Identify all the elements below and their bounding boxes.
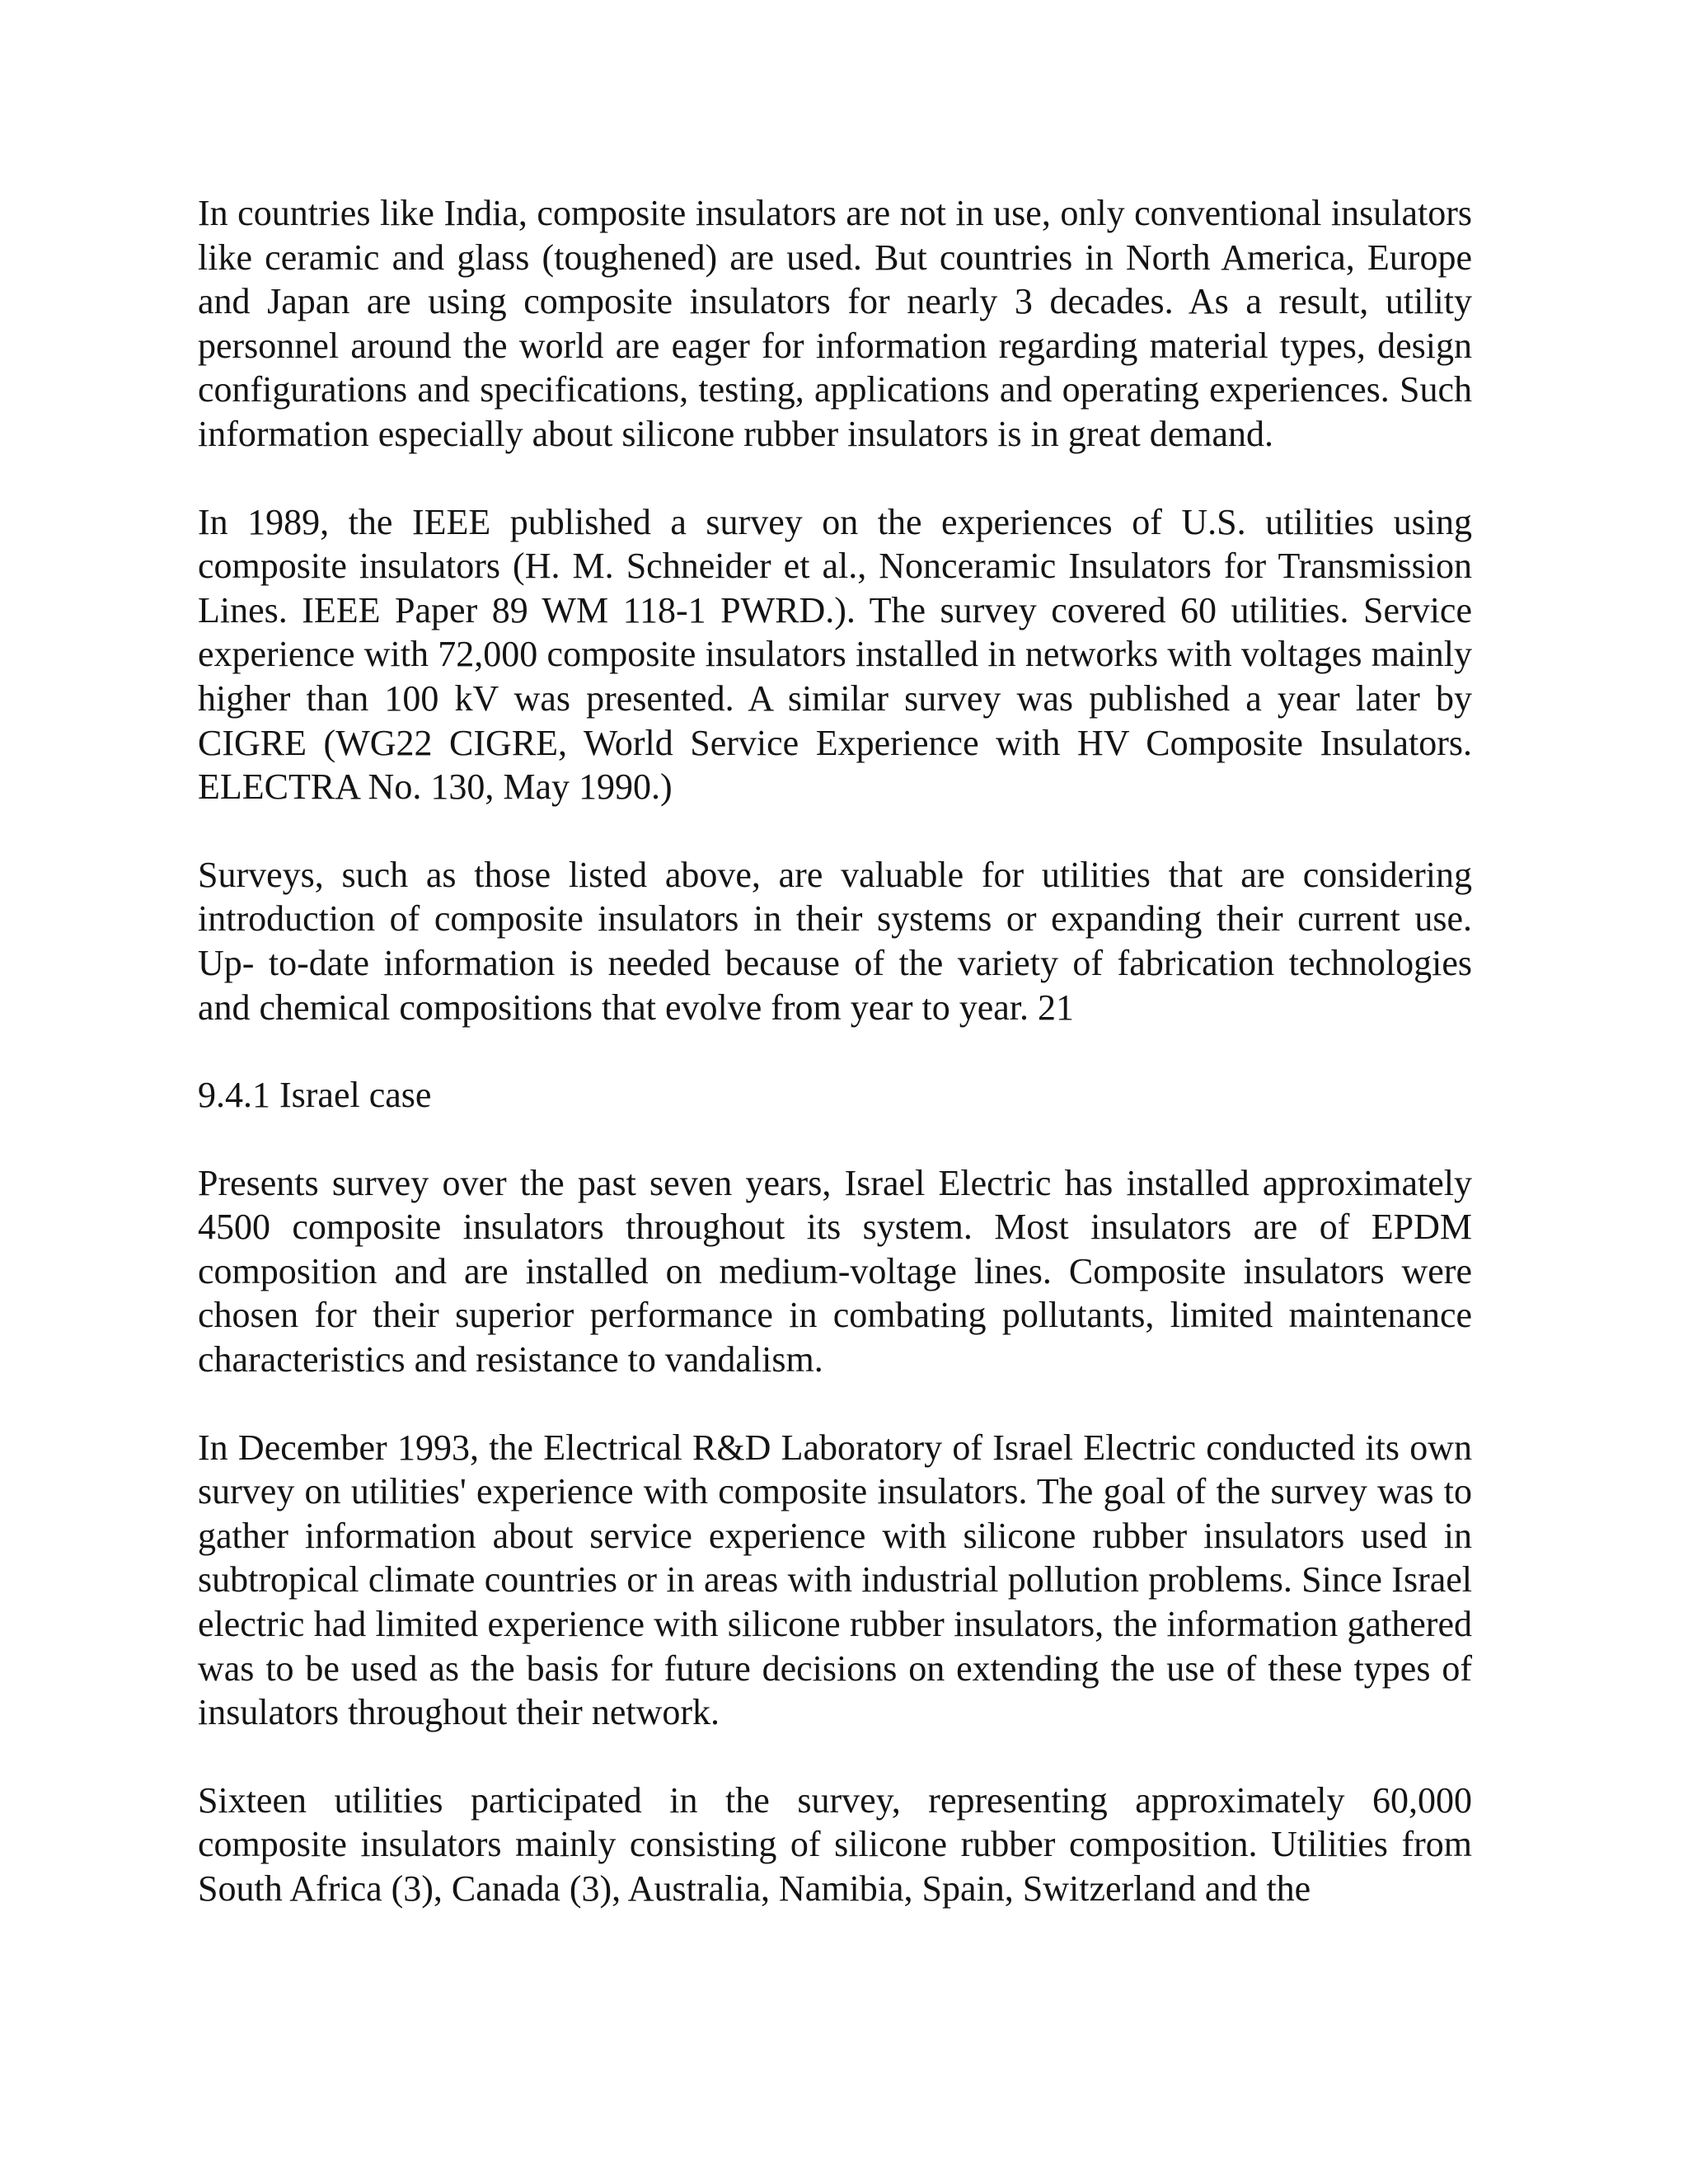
paragraph-surveys-value: Surveys, such as those listed above, are valuable for utilities that are considering introduction of composite insulators in their systems or expanding their current use. Up- to-date information is needed because of the variety of fabrication technologies and chemical compositions that evolve from year to year. 21	[198, 854, 1472, 1028]
document-body	[198, 191, 1472, 1955]
paragraph-survey-participants: Sixteen utilities participated in the survey, representing approximately 60,000 composite insulators mainly consisting of silicone rubber composition. Utilities from South Africa (3), Canada (3), Australia, Namibia, Spain, Switzerland and the	[198, 1779, 1472, 1909]
paragraph-composite-insulator-usage: In countries like India, composite insulators are not in use, only conventional insulators like ceramic and glass (toughened) are used. But countries in North America, Europe and Japan are using composite insulators for nearly 3 decades. As a result, utility personnel around the world are eager for information regarding material types, design configurations and specifications, testing, applications and operating experiences. Such information especially about silicone rubber insulators is in great demand.	[198, 193, 1472, 454]
paragraph-ieee-survey: In 1989, the IEEE published a survey on the experiences of U.S. utilities using composite insulators (H. M. Schneider et al., Nonceramic Insulators for Transmission Lines. IEEE Paper 89 WM 118-1 PWRD.). The survey covered 60 utilities. Service experience with 72,000 composite insulators installed in networks with voltages mainly higher than 100 kV was presented. A similar survey was published a year later by CIGRE (WG22 CIGRE, World Service Experience with HV Composite Insulators. ELECTRA No. 130, May 1990.)	[198, 501, 1472, 808]
paragraph-israel-electric-survey: In December 1993, the Electrical R&D Laboratory of Israel Electric conducted its own survey on utilities' experience with composite insulators. The goal of the survey was to gather information about service experience with silicone rubber insulators used in subtropical climate countries or in areas with industrial pollution problems. Since Israel electric had limited experience with silicone rubber insulators, the information gathered was to be used as the basis for future decisions on extending the use of these types of insulators throughout their network.	[198, 1427, 1472, 1733]
section-heading: 9.4.1 Israel case	[198, 1075, 432, 1116]
paragraph-israel-electric-installations: Presents survey over the past seven years, Israel Electric has installed approximately 4500 composite insulators throughout its system. Most insulators are of EPDM composition and are installed on medium-voltage lines. Composite insulators were chosen for their superior performance in combating pollutants, limited maintenance characteristics and resistance to vandalism.	[198, 1162, 1472, 1380]
